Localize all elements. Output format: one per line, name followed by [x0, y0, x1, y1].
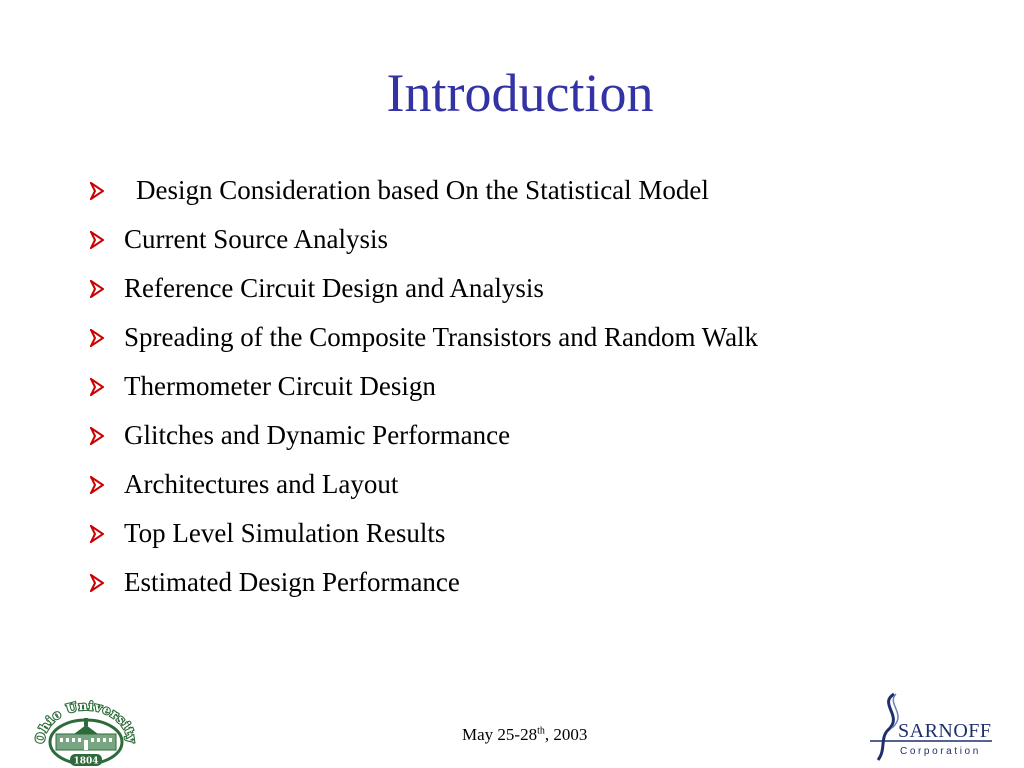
sarnoff-logo — [864, 690, 994, 762]
bullet-item — [90, 460, 758, 509]
bullet-item — [90, 313, 758, 362]
bullet-item — [90, 509, 758, 558]
bullet-text: Reference Circuit Design and Analysis — [124, 273, 544, 303]
svg-text:1804: 1804 — [73, 756, 99, 767]
arrow-bullet-icon — [90, 182, 104, 200]
svg-text:SARNOFF: SARNOFF — [898, 720, 992, 742]
arrow-bullet-icon — [90, 427, 104, 445]
bullet-list — [90, 166, 758, 607]
footer-date-suffix: , 2003 — [544, 725, 588, 744]
bullet-text: Current Source Analysis — [124, 224, 388, 254]
arrow-bullet-icon — [90, 525, 104, 543]
bullet-text: Spreading of the Composite Transistors and Random Walk — [124, 322, 759, 352]
bullet-item — [90, 215, 758, 264]
bullet-item — [90, 411, 758, 460]
arrow-bullet-icon — [90, 329, 104, 347]
svg-text:Corporation: Corporation — [900, 746, 981, 757]
arrow-bullet-icon — [90, 231, 104, 249]
footer-date — [462, 725, 587, 745]
bullet-text: Architectures and Layout — [124, 469, 399, 499]
arrow-bullet-icon — [90, 476, 104, 494]
slide-title: Introduction — [386, 63, 654, 123]
bullet-text: Design Consideration based On the Statistical Model — [136, 175, 709, 205]
svg-text:Ohio University: Ohio University — [32, 698, 140, 745]
bullet-item — [90, 264, 758, 313]
bullet-item — [90, 362, 758, 411]
ohio-university-logo — [30, 698, 142, 768]
arrow-bullet-icon — [90, 280, 104, 298]
bullet-item — [90, 166, 758, 215]
bullet-text: Glitches and Dynamic Performance — [124, 420, 511, 450]
bullet-item — [90, 558, 758, 607]
bullet-text: Top Level Simulation Results — [124, 518, 446, 548]
footer-date-prefix: May 25-28 — [462, 725, 538, 744]
footer-date-sup: th — [537, 725, 545, 737]
bullet-text: Estimated Design Performance — [124, 567, 460, 597]
arrow-bullet-icon — [90, 574, 104, 592]
arrow-bullet-icon — [90, 378, 104, 396]
bullet-text: Thermometer Circuit Design — [124, 371, 436, 401]
